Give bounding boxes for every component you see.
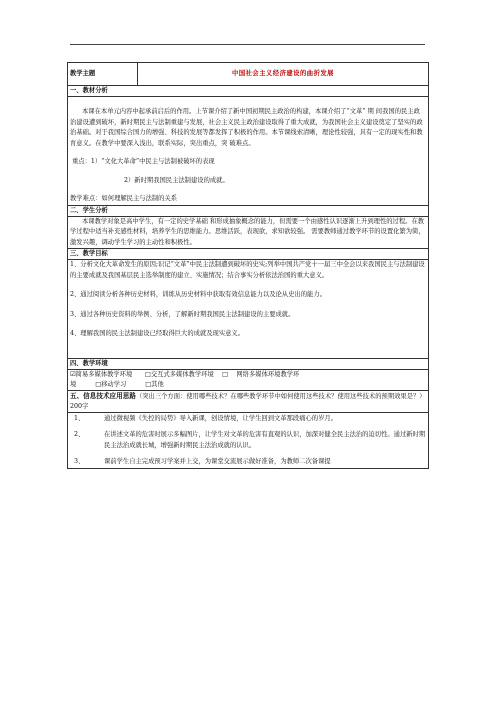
key-point-1: 重点：1）“文化大革命”中民主与法制被破坏的表现 <box>72 158 215 165</box>
environment-body <box>68 369 429 390</box>
goal-item: 3、通过各种历史资料的举例、分析，了解新时期我国民主法制建设的主要成就。 <box>70 310 295 318</box>
environment-options-line1: ☑简易多媒体教学环境 □交互式多媒体教学环境 □ 网络多媒体环境教学环 <box>70 370 300 378</box>
tech-item-number: 3、 <box>74 458 85 465</box>
difficulty-text: 教学难点：如何理解民主与法制的关系 <box>70 195 178 202</box>
section-heading-goals: 三、教学目标 <box>68 249 429 260</box>
tech-item <box>70 414 426 425</box>
tech-item <box>70 457 426 468</box>
tech-heading-row <box>68 390 429 412</box>
goals-body-row <box>68 260 429 359</box>
students-body <box>68 216 429 249</box>
tech-item <box>70 430 426 451</box>
section-heading-environment: 四、教学环境 <box>68 358 429 369</box>
goal-item: 2、通过阅读分析各种历史材料，训练从历史材料中获取有效信息能力以及论从史出的能力。 <box>70 291 326 298</box>
tech-heading-note: （突出三个方面：使用哪些技术？在哪些教学环节中如何使用这些技术？使用这些技术的预期效果是？）200字 <box>70 392 426 410</box>
goal-item: 1、分析文化大革命发生的原因;识记“文革”中民主法制遭到破坏的史实;列举中国共产党十一届三中全会以来我国民主与法制建设的主要成就及我国基层民主选举制度的建立、实施情况；结合事实分析依法治国的重大意义。 <box>70 261 425 279</box>
tech-item-number: 1、 <box>74 414 85 422</box>
goal-item: 4、理解我国的民主法制建设已经取得巨大的成就及现实意义。 <box>70 330 245 337</box>
tech-heading-cell <box>68 390 429 412</box>
lesson-title: 中国社会主义经济建设的曲折发展 <box>138 63 429 86</box>
analysis-heading-row <box>68 86 429 97</box>
topic-label: 教学主题 <box>68 63 138 86</box>
tech-item-text: 在讲述文革的危害时展示多幅图片，让学生对文革的危害有直观的认识，加深对健全民主法治的迫切性。通过新时期民主法治成就长城，增强新时期民主法治成就的认识。 <box>104 431 426 449</box>
tech-item-text: 通过微视频《失控的局势》导入新课，创设情境，让学生回到文革那段痛心的岁月。 <box>104 414 337 422</box>
environment-body-row <box>68 369 429 390</box>
tech-body <box>68 412 429 468</box>
analysis-body <box>68 97 429 206</box>
tech-item-number: 2、 <box>74 431 85 438</box>
tech-body-row <box>68 412 429 468</box>
environment-options-line2: 境 □移动学习 □其他 <box>70 380 164 388</box>
analysis-paragraph: 本课在本单元内容中起承前启后的作用。上节课介绍了新中国初期民主政治的构建，本课介绍了“文革” 期 间我国的民主政治建设遭到破坏，新时期民主与法制重建与发展，社会主义民主政治建设取得了重大成就，为我国社会主义建设奠定了坚实的政治基础。对于我国综合国力的增强、科技的发展等都发挥了积极的作用。本节课线索清晰，理论性较强，具有一定的现实性和教育意义。在教学中要深入浅出，联系实际，突出重点，突 破难点。 <box>70 108 423 147</box>
lesson-plan-table <box>67 62 429 469</box>
key-point-2: 2）新时期我国民主法制建设的成就。 <box>124 176 229 184</box>
section-heading-analysis: 一、教材分析 <box>68 86 429 97</box>
students-heading-row <box>68 205 429 216</box>
section-heading-tech: 五、信息技术应用思路 <box>70 391 136 400</box>
students-body-row <box>68 216 429 249</box>
students-paragraph: 本课教学对象是高中学生，有一定的史学基础 和形成抽象概念的能力，但需要一个由感性认识逐渐上升到理性的过程。在教学过程中适当补充感性材料，培养学生的思维能力。思维活跃，表现欲，求知欲较强。 需要教师通过教学环节的设置化繁为简，激发兴趣，调动学生学习的主动性和积极性。 <box>70 217 425 246</box>
header-rule <box>70 44 425 45</box>
goals-body <box>68 260 429 359</box>
goals-heading-row <box>68 249 429 260</box>
tech-item-text: 课前学生自主完成预习学案并上交，为课堂交流展示做好准备，为教师二次备课提 <box>104 458 331 465</box>
analysis-body-row <box>68 97 429 206</box>
section-heading-students: 二、学生分析 <box>68 205 429 216</box>
header-row <box>68 63 429 86</box>
environment-heading-row <box>68 358 429 369</box>
